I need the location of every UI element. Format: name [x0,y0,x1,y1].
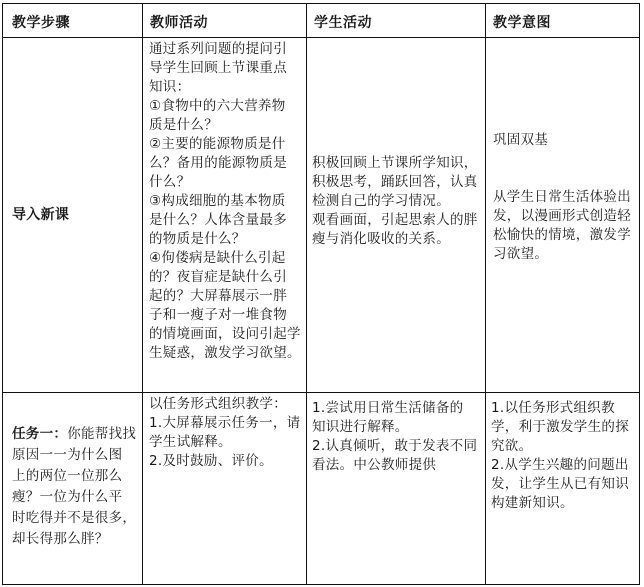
table-border-right [639,3,640,585]
header-student: 学生活动 [314,15,372,31]
row-1-intent-1: 巩固双基 [493,132,549,148]
row-2-intent [491,399,638,513]
column-divider-2 [306,3,307,585]
column-divider-3 [485,3,486,585]
row-2-step-label: 任务一： [12,426,68,442]
row-1-teacher [149,40,305,390]
table-border-bottom [2,584,640,585]
row-1-intent [493,131,638,264]
row-1-student-text: 积极回顾上节课所学知识， 积极思考，踊跃回答，认真 检测自己的学习情况。 观看画面，引起思索人的胖 瘦与消化吸收的关系。 [312,155,478,247]
row-1-student [312,154,484,249]
row-2-student-text: 1.尝试用日常生活储备的 知识进行解释。 2.认真倾听，敢于发表不同 看法。中公教师提供 [312,400,478,473]
row-2-student [312,399,484,475]
column-divider-1 [142,3,143,585]
header-intent: 教学意图 [493,15,551,31]
row-2-intent-text: 1.以任务形式组织教 学，利于激发学生的探 究欲。 2.从学生兴趣的问题出 发，让学生从已有知识 构建新知识。 [491,400,629,511]
row-2-step-text: 你能帮找找 原因一一为什么图 上的两位一位那么 瘦？一位为什么平 时吃得并不是很多， 却长得那么胖？ [12,426,137,547]
row-1-intent-2: 从学生日常生活体验出 发，以漫画形式创造轻 松愉快的情境，激发学 习欲望。 [493,189,631,262]
row-2-step [12,424,141,550]
header-teacher: 教师活动 [150,15,208,31]
table-border-top [2,3,640,4]
row-1-teacher-text: 通过系列问题的提问引 导学生回顾上节课重点 知识： ①食物中的六大营养物 质是什么？ ②主要的能源物质是什 么？备用的能源物质是 什么？ ③构成细胞的基本物质 是什么？人体含量最多 的物质是什么？ ④佝偻病是缺什么引起 的？夜盲症是缺什么引 起的？大屏幕展示一胖 子和一瘦子对一堆食物 的情境画面，设问引起学 生疑惑，激发学习欲望。 [149,41,301,361]
table-border-left [2,3,3,585]
lesson-plan-table [2,3,640,585]
row-1-step: 导入新课 [12,207,70,223]
row-2-teacher-text: 以任务形式组织教学： 1.大屏幕展示任务一，请 学生试解释。 2.及时鼓励、评价。 [149,396,301,469]
header-step: 教学步骤 [12,15,70,31]
row-divider-1 [2,37,640,38]
row-2-teacher [149,395,305,471]
row-divider-2 [2,392,640,393]
